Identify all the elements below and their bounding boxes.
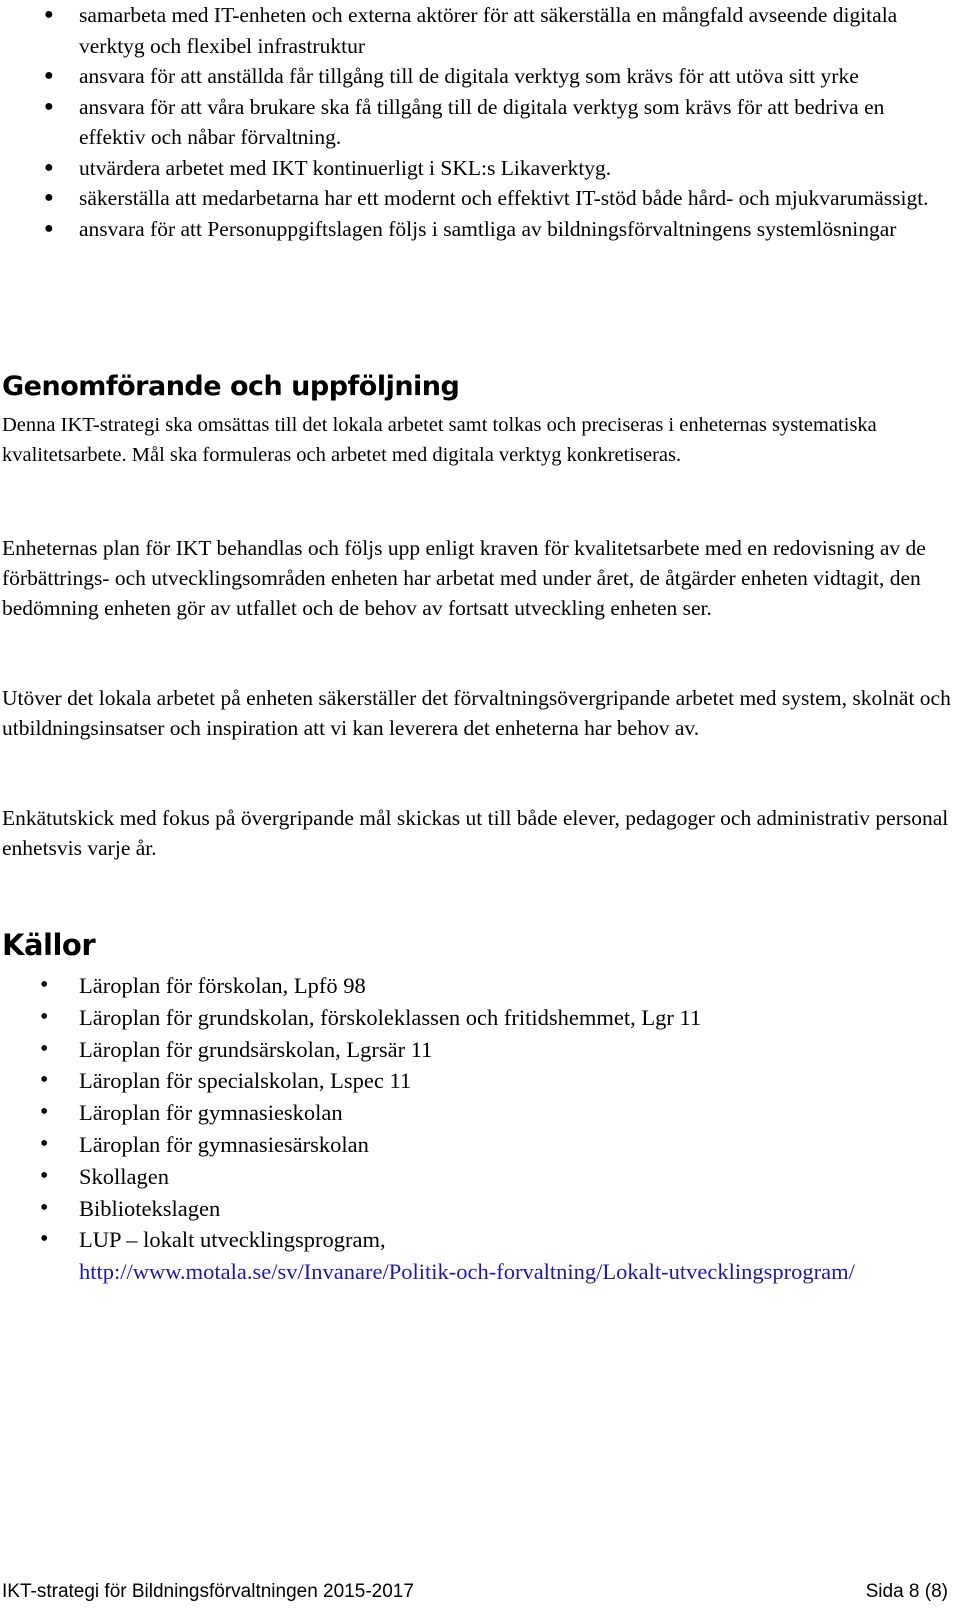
page-number: Sida 8 (8) [865, 1581, 948, 1602]
list-item [0, 1129, 950, 1161]
source-text: Läroplan för grundskolan, förskoleklassen och fritidshemmet, Lgr 11 [79, 1004, 702, 1030]
list-item [0, 0, 950, 61]
paragraph: Utöver det lokala arbetet på enheten säkerställer det förvaltningsövergripande arbetet med system, skolnät och utbildningsinsatser och inspiration att vi kan leverera det enheterna har behov av. [2, 686, 951, 740]
bullet-icon: • [40, 1130, 49, 1157]
source-text: Skollagen [79, 1163, 169, 1189]
list-item [0, 1065, 950, 1097]
list-item [0, 92, 950, 153]
bullet-icon: • [40, 1099, 49, 1126]
responsibilities-list [0, 0, 950, 244]
section-heading-kallor: Källor [2, 928, 96, 962]
list-item-text: samarbeta med IT-enheten och externa aktörer för att säkerställa en mångfald avseende digitala verktyg och flexibel infrastruktur [79, 3, 898, 58]
list-item [0, 214, 950, 245]
source-text: Läroplan för grundsärskolan, Lgrsär 11 [79, 1036, 433, 1062]
source-text: Läroplan för gymnasiesärskolan [79, 1131, 369, 1157]
bullet-icon: • [40, 1003, 49, 1030]
bullet-icon: ● [44, 67, 54, 84]
paragraph: Enkätutskick med fokus på övergripande mål skickas ut till både elever, pedagoger och administrativ personal enhetsvis varje år. [2, 806, 949, 860]
list-item [0, 1161, 950, 1193]
list-item-text: ansvara för att våra brukare ska få tillgång till de digitala verktyg som krävs för att bedriva en effektiv och nåbar förvaltning. [79, 94, 885, 149]
list-item [0, 153, 950, 184]
paragraph: Enheternas plan för IKT behandlas och följs upp enligt kraven för kvalitetsarbete med en redovisning av de förbättrings- och utvecklingsområden enheten har arbetat med under året, de åtgärder enheten vidtagit, den bedömning enheten gör av utfallet och de behov av fortsatt utveckling enheten ser. [2, 536, 926, 620]
bullet-icon: ● [44, 97, 54, 115]
footer-title: IKT-strategi för Bildningsförvaltningen 2015-2017 [2, 1581, 414, 1602]
bullet-icon: ● [44, 158, 54, 176]
bullet-icon: • [40, 1226, 49, 1253]
list-item [0, 183, 950, 214]
sources-list [0, 970, 950, 1288]
bullet-icon: ● [44, 219, 54, 237]
list-item [0, 1224, 950, 1288]
list-item [0, 1034, 950, 1066]
bullet-icon: • [40, 1194, 49, 1221]
list-item [0, 1193, 950, 1225]
bullet-icon: ● [44, 6, 54, 23]
list-item [0, 61, 950, 92]
bullet-icon: • [40, 1035, 49, 1062]
list-item [0, 1002, 950, 1034]
source-text: Läroplan för specialskolan, Lspec 11 [79, 1068, 412, 1094]
source-text: Bibliotekslagen [79, 1195, 221, 1221]
bullet-icon: • [40, 972, 49, 998]
bullet-icon: ● [44, 189, 54, 206]
source-text: LUP – lokalt utvecklingsprogram, [79, 1227, 386, 1253]
list-item-text: ansvara för att Personuppgiftslagen följs i samtliga av bildningsförvaltningens systemlösningar [79, 216, 897, 241]
section-heading-genomforande: Genomförande och uppföljning [2, 371, 460, 402]
source-text: Läroplan för förskolan, Lpfö 98 [79, 973, 366, 998]
list-item-text: säkerställa att medarbetarna har ett modernt och effektivt IT-stöd både hård- och mjukvarumässigt. [79, 186, 929, 210]
bullet-icon: • [40, 1067, 49, 1094]
lup-link[interactable]: http://www.motala.se/sv/Invanare/Politik-och-forvaltning/Lokalt-utvecklingsprogram/ [79, 1259, 855, 1285]
bullet-icon: • [40, 1162, 49, 1189]
list-item-text: utvärdera arbetet med IKT kontinuerligt i SKL:s Likaverktyg. [79, 155, 612, 180]
paragraph: Denna IKT-strategi ska omsättas till det lokala arbetet samt tolkas och preciseras i enheternas systematiska kvalitetsarbete. Mål ska formuleras och arbetet med digitala verktyg konkretiseras. [2, 414, 877, 466]
list-item [0, 1097, 950, 1129]
list-item-text: ansvara för att anställda får tillgång till de digitala verktyg som krävs för att utöva sitt yrke [79, 64, 859, 88]
list-item [0, 970, 950, 1002]
source-text: Läroplan för gymnasieskolan [79, 1100, 343, 1126]
